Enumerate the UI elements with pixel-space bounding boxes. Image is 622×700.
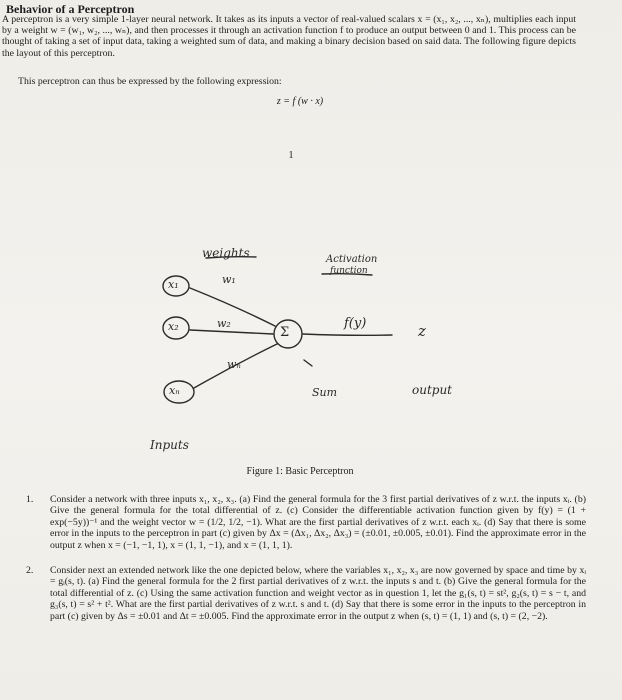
problem-item <box>26 565 586 622</box>
sum-to-activation-line <box>303 334 392 335</box>
inputs-label: Inputs <box>150 438 189 452</box>
problem-item <box>26 494 586 551</box>
activation-label-line2: function <box>330 266 368 276</box>
problem-number: 2. <box>26 565 34 577</box>
page-number: 1 <box>288 150 294 161</box>
weights-label: weights <box>202 246 250 260</box>
edge-x1-sum <box>190 288 275 326</box>
sum-symbol: Σ <box>280 325 290 340</box>
edge-x2-sum <box>190 330 273 334</box>
output-label: output <box>412 383 453 397</box>
perceptron-diagram <box>0 230 622 470</box>
figure-caption: Figure 1: Basic Perceptron <box>246 466 354 477</box>
perceptron-expression: z = f (w · x) <box>276 96 324 107</box>
weight-label-wn: wₙ <box>227 358 241 371</box>
output-arrow <box>304 360 312 366</box>
weight-label-w1: w₁ <box>222 273 236 286</box>
problem-text: Consider next an extended network like the one depicted below, where the variables x₁, x₂, x₃ are now governed by space and time by xᵢ = gᵢ(s, t). (a) Find the general formula for the 2 first partial derivatives of z w.r.t. the inputs s and t. (b) Give the general formula for the total differential of z. (c) Using the same activation function and weight vector as in question 1, let the g₁(s, t) = st², g₂(s, t) = s − t, and g₃(s, t) = s² + t². What are the first partial derivatives of z w.r.t. s and t. (d) Say that there is some error in the inputs to the perceptron in part (c) given by Δs = ±0.01 and Δt = ±0.005. Find the approximate error in the output z when (s, t) = (1, 1) and (s, t) = (2, −2). <box>50 565 586 622</box>
input-label-x1: x₁ <box>168 278 179 291</box>
activation-fy: f(y) <box>344 316 367 331</box>
intro-paragraph: A perceptron is a very simple 1-layer neural network. It takes as its inputs a vector of real-valued scalars x = (x₁, x₂, ..., xₙ), multiplies each input by a weight w = (w₁, w₂, ..., wₙ), and then processes it through an activation function f to produce an output between 0 and 1. This process can be thought of taking a set of input data, taking a weighted sum of data, and making a binary decision based on said data. The following figure depicts the layout of this perceptron. <box>2 14 576 59</box>
expression-lead: This perceptron can thus be expressed by the following expression: <box>18 76 282 87</box>
problem-text: Consider a network with three inputs x₁, x₂, x₃. (a) Find the general formula for the 3 first partial derivatives of z w.r.t. the inputs xᵢ. (b) Give the general formula for the total differential of z. (c) Consider the differentiable activation function given by f(y) = (1 + exp(−5y))⁻¹ and the weight vector w = (1/2, 1/2, −1). What are the first partial derivatives of z w.r.t. each xᵢ. (d) Say that there is some error in the inputs to the perceptron in part (c) given by Δx = (Δx₁, Δx₂, Δx₃) = (±0.01, ±0.005, ±0.01). Find the approximate error in the output z when x = (−1, −1, 1), x = (1, 1, −1), and x = (1, 1, 1). <box>50 494 586 551</box>
problem-list <box>26 494 586 622</box>
output-z: z <box>418 322 426 340</box>
input-label-x2: x₂ <box>168 320 179 333</box>
sum-label: Sum <box>312 386 338 399</box>
section-title: Behavior of a Perceptron <box>6 2 135 16</box>
weight-label-w2: w₂ <box>217 317 231 330</box>
input-label-xn: xₙ <box>169 384 180 397</box>
activation-label: Activation <box>326 254 378 265</box>
problem-number: 1. <box>26 494 34 505</box>
